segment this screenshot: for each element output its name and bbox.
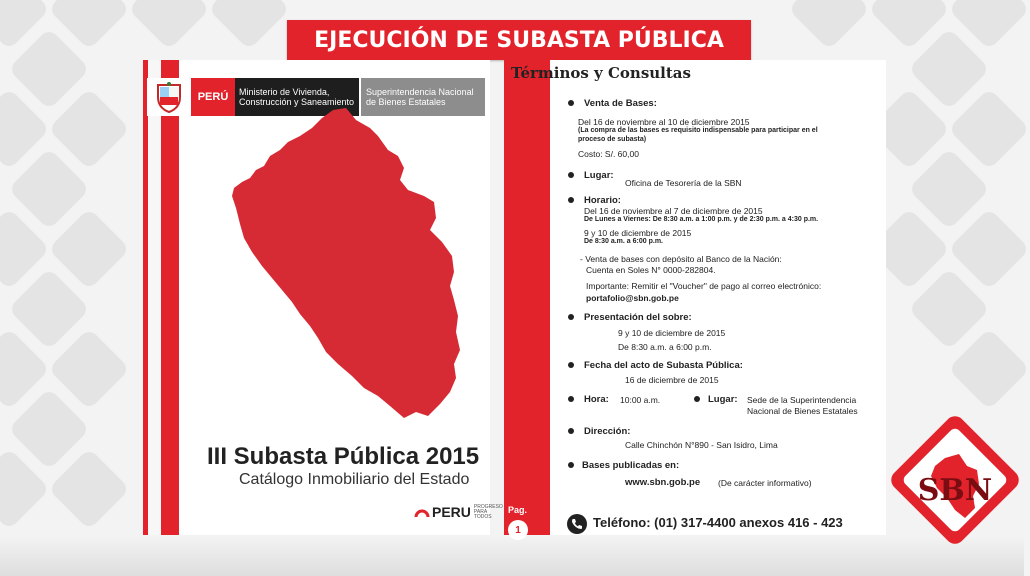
horario-hours-2: De 8:30 a.m. a 6:00 p.m. [584, 238, 663, 245]
page-label: Pag. [508, 505, 528, 515]
deposito-line-1: - Venta de bases con depósito al Banco de la Nación: [580, 254, 782, 264]
bullet-icon [568, 362, 574, 368]
importante-note: Importante: Remitir el "Voucher" de pago al correo electrónico: [586, 281, 822, 291]
cover-subtitle: Catálogo Inmobiliario del Estado [239, 471, 470, 488]
fecha-label: Fecha del acto de Subasta Pública: [584, 360, 743, 371]
brochure-terms [504, 60, 886, 535]
venta-dates: Del 16 de noviembre al 10 de diciembre 2015 [578, 117, 750, 127]
direccion-label: Dirección: [584, 426, 631, 437]
venta-note-2: proceso de subasta) [578, 136, 647, 143]
peru-brand-logo [415, 503, 503, 520]
bullet-icon [568, 396, 574, 402]
phone-icon [567, 514, 587, 534]
page-title: EJECUCIÓN DE SUBASTA PÚBLICA [287, 20, 751, 60]
page-number: 1 [508, 520, 528, 540]
venta-label: Venta de Bases: [584, 98, 657, 109]
bases-note: (De carácter informativo) [718, 478, 812, 488]
lugar2-label: Lugar: [708, 394, 738, 405]
bases-label: Bases publicadas en: [582, 460, 680, 471]
bullet-icon [694, 396, 700, 402]
fecha-value: 16 de diciembre de 2015 [625, 375, 719, 385]
peru-map-icon [228, 106, 468, 436]
lugar-label: Lugar: [584, 170, 614, 181]
direccion-value: Calle Chinchón N°890 - San Isidro, Lima [625, 440, 778, 450]
cover-title: III Subasta Pública 2015 [207, 443, 480, 470]
brochure-cover [143, 60, 503, 535]
sbn-logo [885, 410, 1024, 576]
bullet-icon [568, 100, 574, 106]
horario-hours: De Lunes a Viernes: De 8:30 a.m. a 1:00 p.m. y de 2:30 p.m. a 4:30 p.m. [584, 216, 819, 223]
phone-number: Teléfono: (01) 317-4400 anexos 416 - 423 [593, 515, 843, 530]
horario-label: Horario: [584, 195, 621, 206]
email-link[interactable]: portafolio@sbn.gob.pe [586, 293, 679, 303]
terms-heading: Términos y Consultas [511, 64, 691, 82]
bullet-icon [568, 314, 574, 320]
lugar-value: Oficina de Tesorería de la SBN [625, 178, 742, 188]
peru-logo-tag: PROGRESO PARA TODOS [473, 503, 503, 520]
agency-name: Superintendencia Nacional de Bienes Estatales [361, 78, 485, 116]
horario-range: Del 16 de noviembre al 7 de diciembre de 2015 [584, 206, 763, 216]
bullet-icon [568, 197, 574, 203]
deposito-line-2: Cuenta en Soles N° 0000-282804. [586, 265, 716, 275]
coat-of-arms-icon [147, 78, 191, 116]
horario-days-2: 9 y 10 de diciembre de 2015 [584, 228, 692, 238]
bullet-icon [568, 172, 574, 178]
bullet-icon [568, 462, 574, 468]
hora-label: Hora: [584, 394, 609, 405]
peru-arc-icon [415, 506, 429, 518]
lugar2-value-1: Sede de la Superintendencia [747, 395, 857, 405]
presentacion-hours: De 8:30 a.m. a 6:00 p.m. [618, 342, 712, 352]
bottom-shade [0, 536, 1024, 576]
presentacion-label: Presentación del sobre: [584, 312, 692, 323]
hora-value: 10:00 a.m. [620, 395, 661, 405]
sbn-logo-text: SBN [917, 473, 993, 508]
bases-url[interactable]: www.sbn.gob.pe [625, 477, 701, 488]
bullet-icon [568, 428, 574, 434]
lugar2-value-2: Nacional de Bienes Estatales [747, 406, 858, 416]
ministry-name: Ministerio de Vivienda, Construcción y Saneamiento [235, 78, 359, 116]
peru-label: PERÚ [191, 78, 235, 116]
venta-cost: Costo: S/. 60,00 [578, 149, 639, 159]
peru-logo-word: PERU [432, 504, 471, 520]
venta-note-1: (La compra de las bases es requisito indispensable para participar en el [578, 127, 818, 134]
presentacion-days: 9 y 10 de diciembre de 2015 [618, 328, 726, 338]
